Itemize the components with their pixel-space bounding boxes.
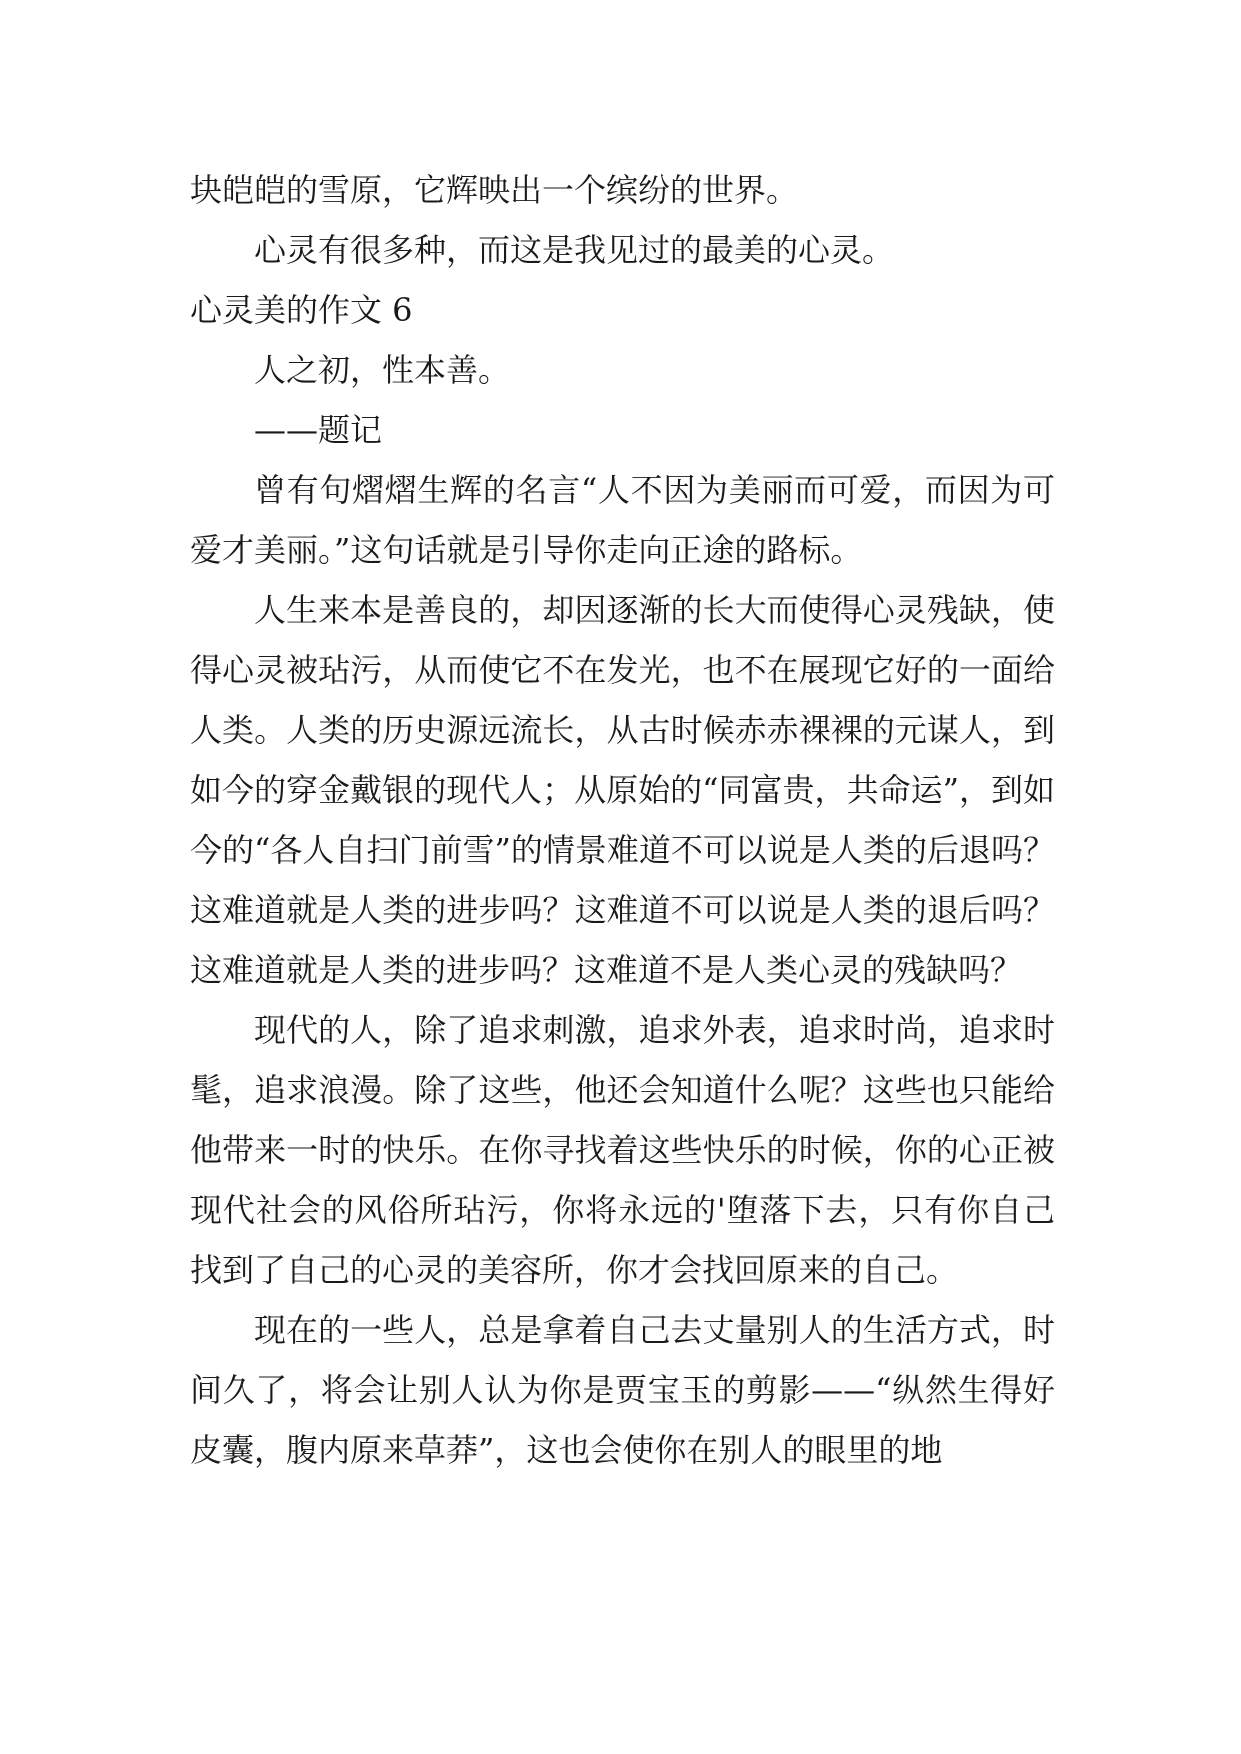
paragraph: 现代的人，除了追求刺激，追求外表，追求时尚，追求时髦，追求浪漫。除了这些，他还会知道什么呢？这些也只能给他带来一时的快乐。在你寻找着这些快乐的时候，你的心正被现代社会的风俗所玷污，你将永远的'堕落下去，只有你自己找到了自己的心灵的美容所，你才会找回原来的自己。 [190,1011,1055,1289]
paragraph: 人生来本是善良的，却因逐渐的长大而使得心灵残缺，使得心灵被玷污，从而使它不在发光，也不在展现它好的一面给人类。人类的历史源远流长，从古时候赤赤裸裸的元谋人，到如今的穿金戴银的现代人；从原始的“同富贵，共命运”，到如今的“各人自扫门前雪”的情景难道不可以说是人类的后退吗？这难道就是人类的进步吗？这难道不可以说是人类的退后吗？这难道就是人类的进步吗？这难道不是人类心灵的残缺吗？ [190,591,1055,989]
paragraph: 现在的一些人，总是拿着自己去丈量别人的生活方式，时间久了，将会让别人认为你是贾宝玉的剪影——“纵然生得好皮囊，腹内原来草莽”，这也会使你在别人的眼里的地 [190,1311,1055,1469]
paragraph: 曾有句熠熠生辉的名言“人不因为美丽而可爱，而因为可爱才美丽。”这句话就是引导你走向正途的路标。 [190,471,1055,569]
epigraph-attribution: ——题记 [254,411,383,449]
essay-body [190,160,1055,1480]
paragraph-continuation: 块皑皑的雪原，它辉映出一个缤纷的世界。 [190,171,799,209]
essay-title: 心灵美的作文 6 [190,291,413,329]
epigraph: 人之初，性本善。 [254,351,511,389]
paragraph: 心灵有很多种，而这是我见过的最美的心灵。 [254,231,895,269]
